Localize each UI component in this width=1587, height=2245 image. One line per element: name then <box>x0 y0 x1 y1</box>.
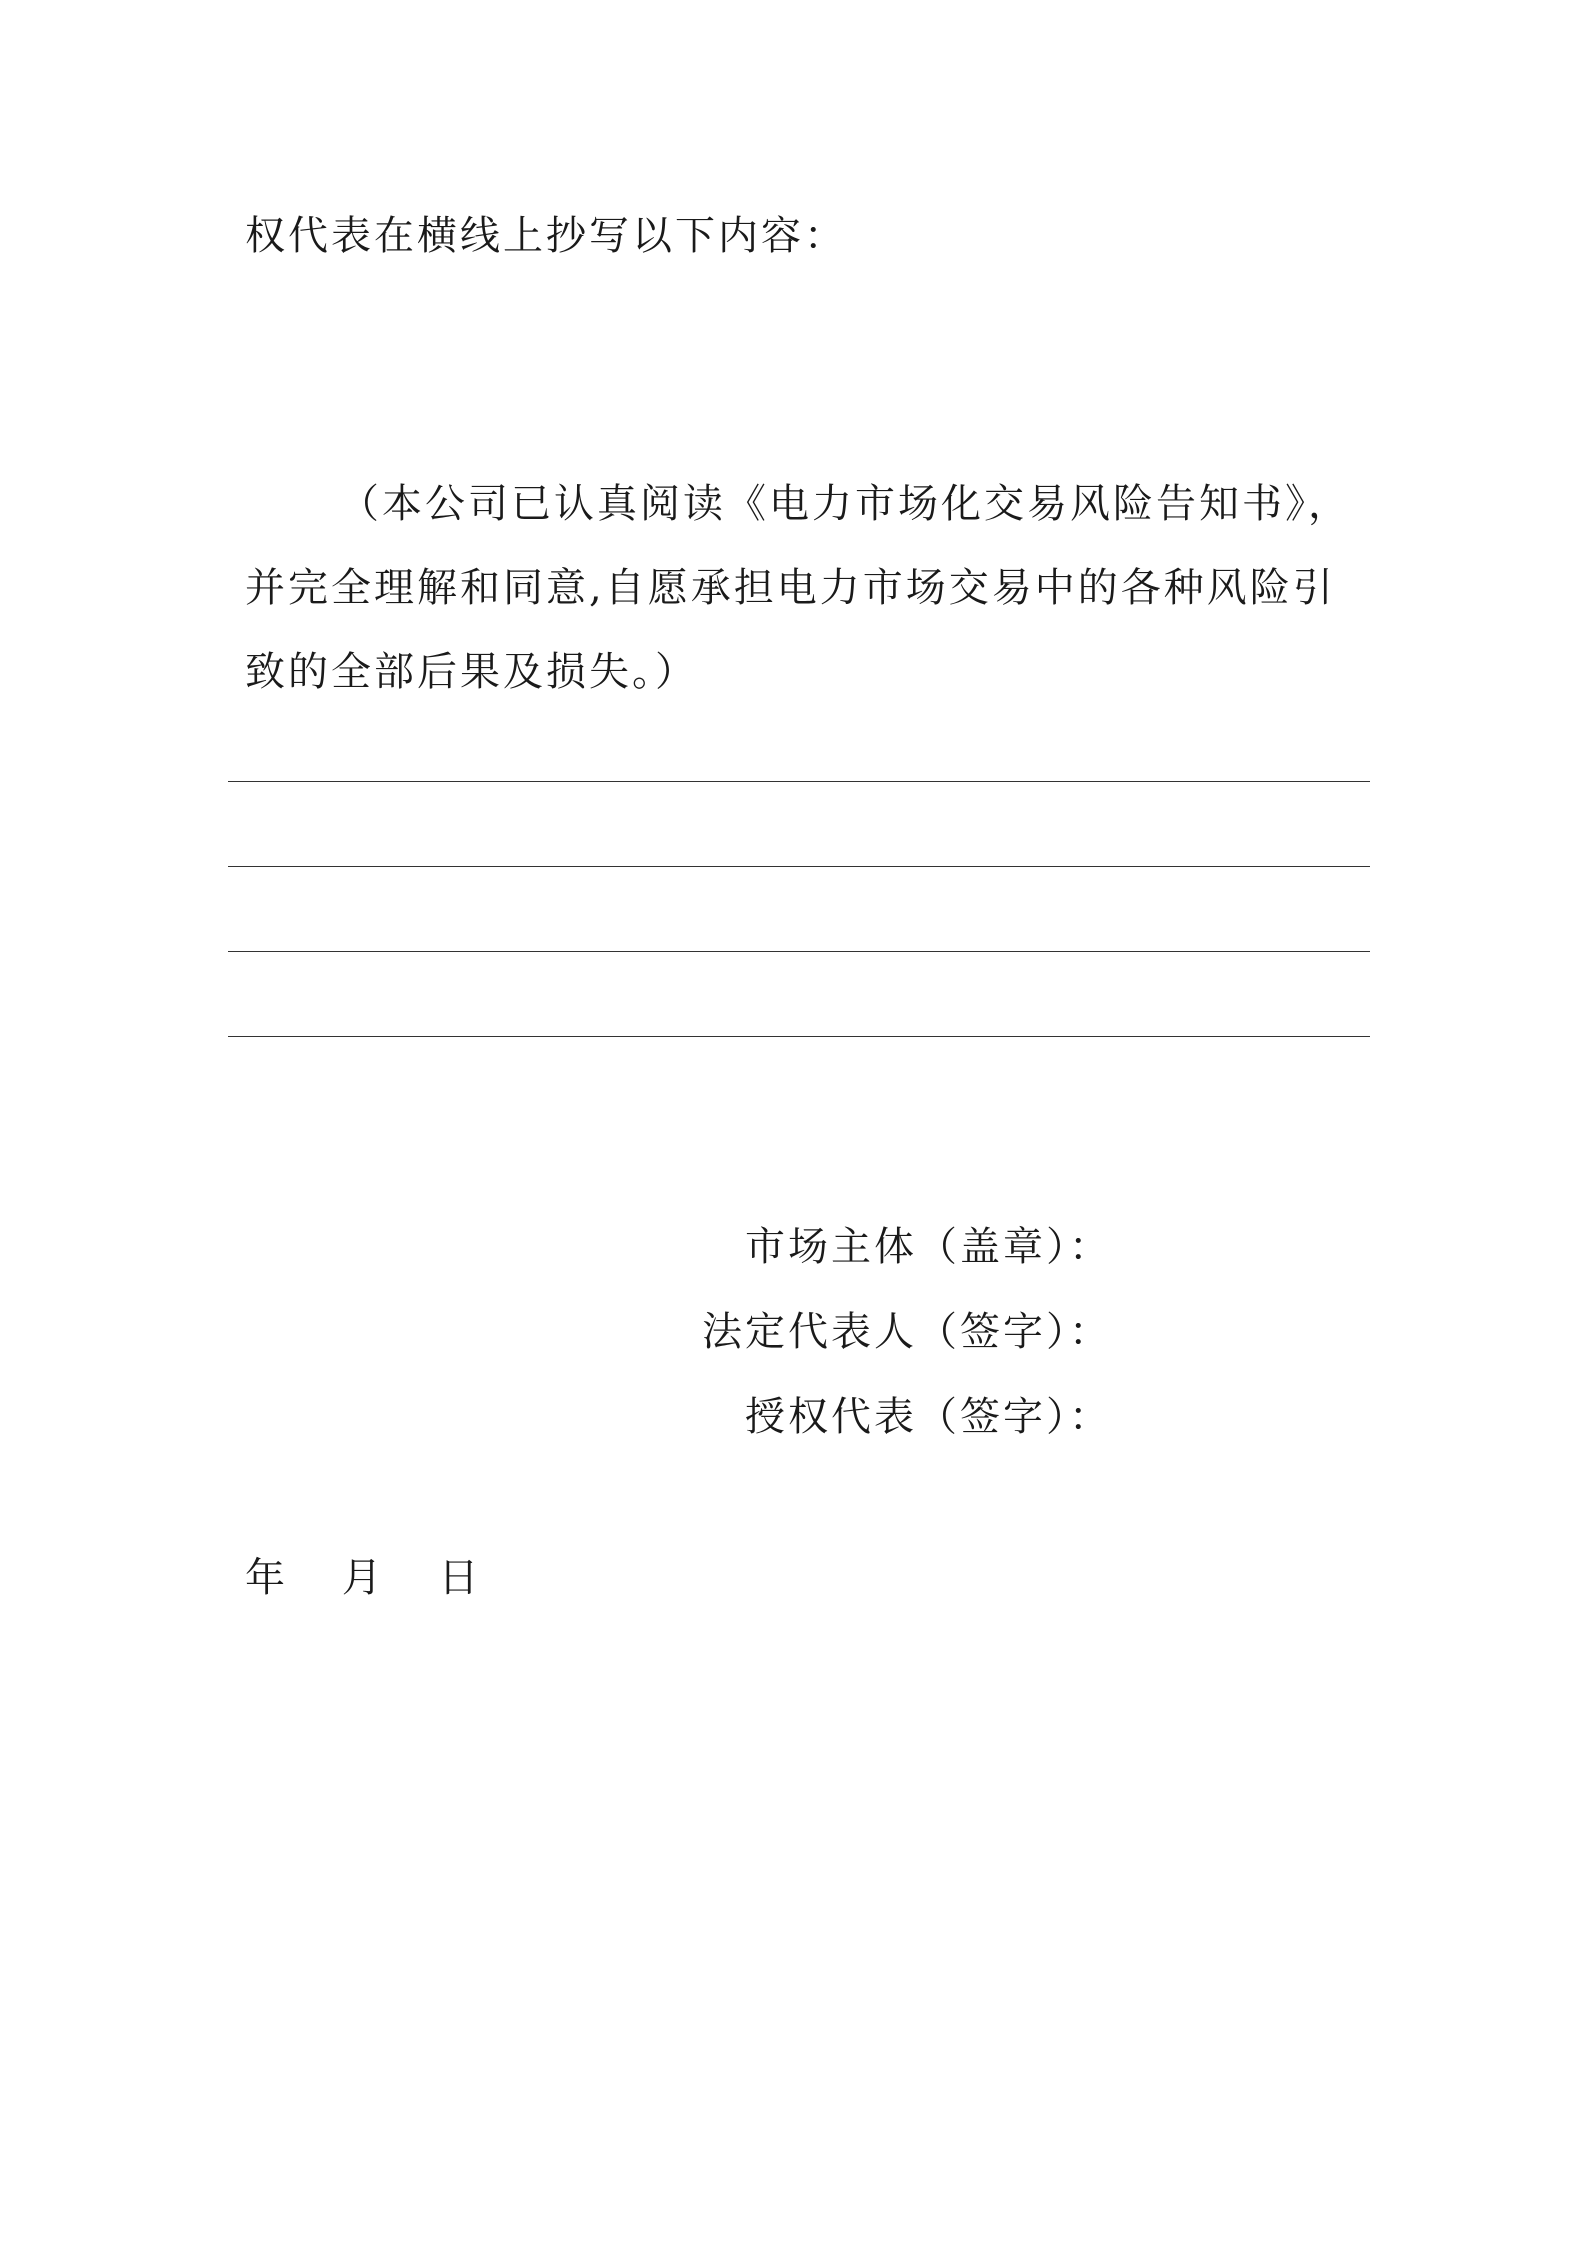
statement-line: 致的全部后果及损失。） <box>245 649 698 695</box>
intro-text: 权代表在横线上抄写以下内容： <box>245 213 847 259</box>
date-day: 日 <box>438 1555 479 1601</box>
statement-paragraph <box>245 462 1365 714</box>
authorized-representative-signature-label: 授权代表（签字）： <box>745 1394 1112 1440</box>
statement-line: 并完全理解和同意,自愿承担电力市场交易中的各种风险引 <box>245 565 1336 611</box>
copy-line-3[interactable] <box>228 951 1370 952</box>
date-line <box>245 1555 522 1601</box>
copy-line-4[interactable] <box>228 1036 1370 1037</box>
statement-line: （本公司已认真阅读《电力市场化交易风险告知书》， <box>339 481 1351 527</box>
date-month: 月 <box>341 1555 382 1601</box>
market-entity-seal-label: 市场主体（盖章）： <box>745 1224 1112 1270</box>
date-year: 年 <box>245 1555 285 1601</box>
copy-line-2[interactable] <box>228 866 1370 867</box>
copy-line-1[interactable] <box>228 781 1370 782</box>
legal-representative-signature-label: 法定代表人（签字）： <box>702 1309 1112 1355</box>
